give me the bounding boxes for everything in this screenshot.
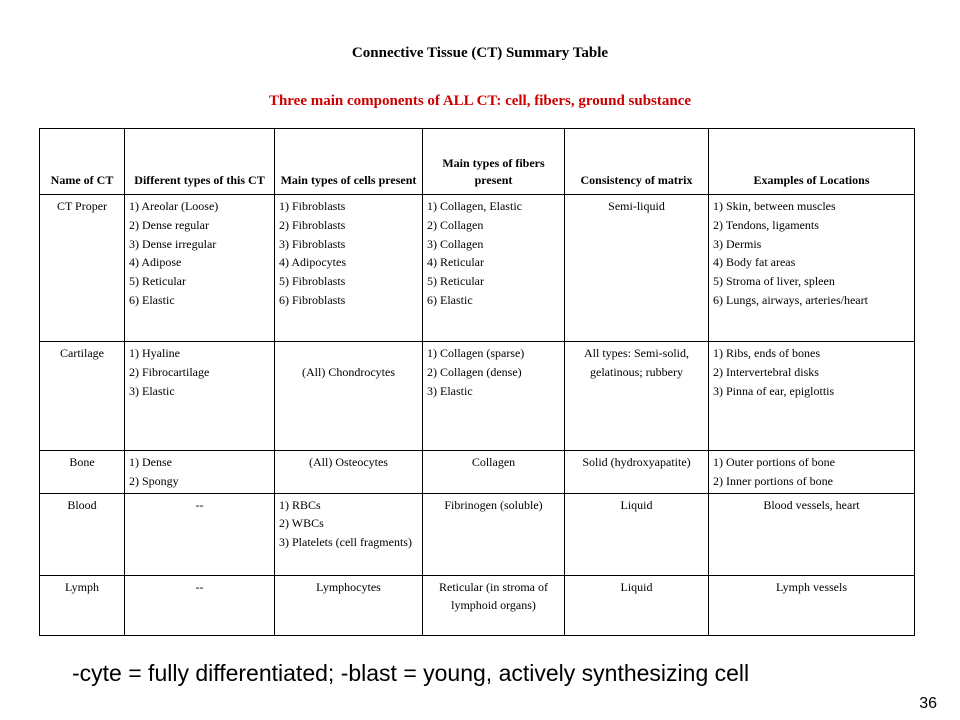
table-row-blood bbox=[40, 493, 915, 575]
location-item: 3) Dermis bbox=[713, 236, 762, 251]
fiber-item: 1) Collagen (sparse) bbox=[427, 346, 525, 360]
cell-matrix: Liquid bbox=[565, 493, 709, 575]
cell-cells: (All) Chondrocytes bbox=[275, 342, 423, 451]
cell-fibers: Collagen bbox=[423, 451, 565, 494]
cell-name: Lymph bbox=[40, 575, 125, 635]
type-item: 3) Elastic bbox=[129, 383, 175, 398]
cell-item: 3) Platelets (cell fragments) bbox=[279, 535, 412, 550]
location-item: 1) Outer portions of bone bbox=[713, 455, 835, 469]
cell-locations: Blood vessels, heart bbox=[709, 493, 915, 575]
location-item: 1) Skin, between muscles bbox=[713, 199, 836, 213]
cell-cells: Lymphocytes bbox=[275, 575, 423, 635]
cell-name: Blood bbox=[40, 493, 125, 575]
cell-matrix: Liquid bbox=[565, 575, 709, 635]
cell-item: 3) Fibroblasts bbox=[279, 236, 346, 251]
cell-item: 4) Adipocytes bbox=[279, 255, 346, 270]
cell-fibers bbox=[423, 195, 565, 342]
cell-locations bbox=[709, 195, 915, 342]
type-item: 2) Spongy bbox=[129, 473, 179, 488]
cell-item: 1) Fibroblasts bbox=[279, 199, 346, 213]
cell-matrix: All types: Semi-solid, gelatinous; rubbery bbox=[565, 342, 709, 451]
type-item: 1) Hyaline bbox=[129, 346, 180, 360]
cell-types bbox=[125, 342, 275, 451]
cell-locations: Lymph vessels bbox=[709, 575, 915, 635]
page-number: 36 bbox=[919, 695, 937, 712]
cell-name: Bone bbox=[40, 451, 125, 494]
header-locations: Examples of Locations bbox=[709, 129, 915, 195]
cell-item: 2) Fibroblasts bbox=[279, 217, 346, 232]
header-matrix: Consistency of matrix bbox=[565, 129, 709, 195]
header-types: Different types of this CT bbox=[125, 129, 275, 195]
cell-locations bbox=[709, 451, 915, 494]
cell-types: -- bbox=[125, 493, 275, 575]
cell-locations bbox=[709, 342, 915, 451]
footnote: -cyte = fully differentiated; -blast = young, actively synthesizing cell bbox=[72, 660, 750, 686]
location-item: 2) Tendons, ligaments bbox=[713, 217, 819, 232]
cell-cells: (All) Osteocytes bbox=[275, 451, 423, 494]
type-item: 2) Fibrocartilage bbox=[129, 364, 210, 379]
page-subtitle: Three main components of ALL CT: cell, fibers, ground substance bbox=[268, 93, 692, 109]
type-item: 3) Dense irregular bbox=[129, 236, 217, 251]
fiber-item: 3) Collagen bbox=[427, 236, 484, 251]
cell-types: -- bbox=[125, 575, 275, 635]
cell-name: Cartilage bbox=[40, 342, 125, 451]
fiber-item: 6) Elastic bbox=[427, 292, 473, 307]
cell-item: 1) RBCs bbox=[279, 497, 321, 512]
table-row-bone bbox=[40, 451, 915, 494]
type-item: 1) Areolar (Loose) bbox=[129, 199, 219, 213]
cell-types bbox=[125, 195, 275, 342]
cell-cells bbox=[275, 493, 423, 575]
header-name: Name of CT bbox=[40, 129, 125, 195]
cell-fibers: Fibrinogen (soluble) bbox=[423, 493, 565, 575]
table-row-cartilage bbox=[40, 342, 915, 451]
type-item: 4) Adipose bbox=[129, 255, 182, 270]
header-cells: Main types of cells present bbox=[275, 129, 423, 195]
table-row-ct-proper bbox=[40, 195, 915, 342]
cell-fibers bbox=[423, 342, 565, 451]
page-title: Connective Tissue (CT) Summary Table bbox=[351, 45, 609, 61]
cell-cells bbox=[275, 195, 423, 342]
location-item: 2) Inner portions of bone bbox=[713, 473, 833, 488]
location-item: 2) Intervertebral disks bbox=[713, 364, 819, 379]
fiber-item: 3) Elastic bbox=[427, 383, 473, 398]
cell-name: CT Proper bbox=[40, 195, 125, 342]
fiber-item: 4) Reticular bbox=[427, 255, 484, 270]
location-item: 1) Ribs, ends of bones bbox=[713, 346, 820, 360]
cell-fibers: Reticular (in stroma of lymphoid organs) bbox=[423, 575, 565, 635]
fiber-item: 2) Collagen bbox=[427, 217, 484, 232]
cell-matrix: Semi-liquid bbox=[565, 195, 709, 342]
fiber-item: 1) Collagen, Elastic bbox=[427, 199, 522, 213]
fiber-item: 2) Collagen (dense) bbox=[427, 364, 522, 379]
connective-tissue-table bbox=[39, 128, 915, 636]
cell-item: 5) Fibroblasts bbox=[279, 274, 346, 289]
location-item: 4) Body fat areas bbox=[713, 255, 796, 270]
type-item: 1) Dense bbox=[129, 455, 172, 469]
location-item: 3) Pinna of ear, epiglottis bbox=[713, 383, 835, 398]
type-item: 2) Dense regular bbox=[129, 217, 209, 232]
cell-item: 6) Fibroblasts bbox=[279, 292, 346, 307]
type-item: 5) Reticular bbox=[129, 274, 186, 289]
table-header-row bbox=[40, 129, 915, 195]
cell-matrix: Solid (hydroxyapatite) bbox=[565, 451, 709, 494]
header-fibers: Main types of fibers present bbox=[423, 129, 565, 195]
location-item: 5) Stroma of liver, spleen bbox=[713, 274, 835, 289]
type-item: 6) Elastic bbox=[129, 292, 175, 307]
location-item: 6) Lungs, airways, arteries/heart bbox=[713, 292, 868, 307]
table-row-lymph bbox=[40, 575, 915, 635]
fiber-item: 5) Reticular bbox=[427, 274, 484, 289]
cell-types bbox=[125, 451, 275, 494]
cell-item: 2) WBCs bbox=[279, 516, 324, 531]
